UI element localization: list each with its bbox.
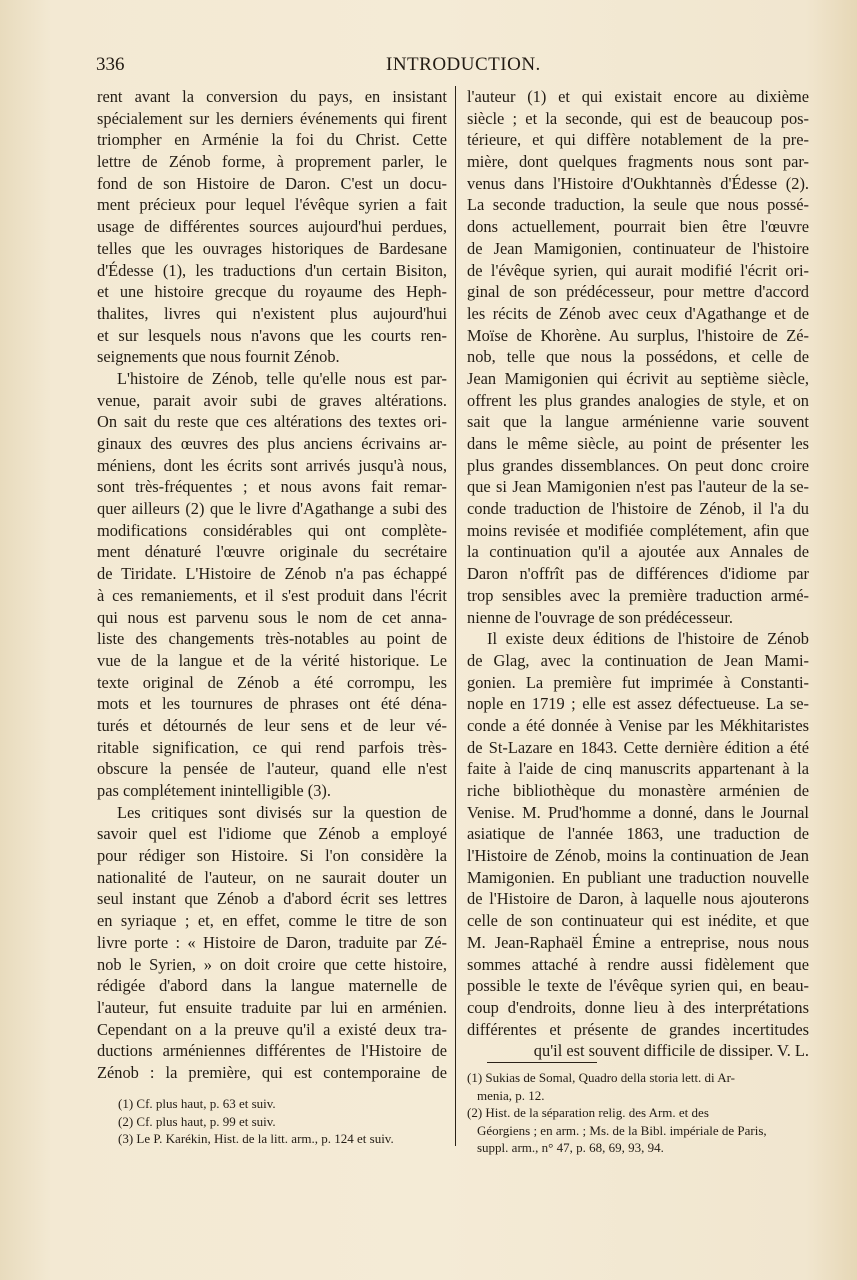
text-line: turés et détournés de leur sens et de leur vé- — [97, 715, 447, 735]
text-line: différentes et présente de grandes incertitudes — [467, 1019, 809, 1039]
text-line: usage de différentes sources aujourd'hui perdues, — [97, 217, 447, 237]
text-line: Cependant on a la preuve qu'il a existé deux tra- — [97, 1019, 447, 1039]
text-line: gonien. La première fut imprimée à Constanti- — [467, 672, 809, 692]
text-line: de l'évêque syrien, qui aurait modifié l'écrit ori- — [467, 260, 809, 280]
text-line: siècle ; et la seconde, qui est de beaucoup pos- — [467, 108, 809, 128]
text-line: qu'il est souvent difficile de dissiper. V. L. — [533, 1041, 809, 1061]
text-line: sont très-fréquentes ; et nous avons fait remar- — [97, 477, 447, 497]
text-line: rent avant la conversion du pays, en insistant — [97, 87, 447, 106]
text-line: et sur lesquels nous n'avons que les courts ren- — [97, 325, 447, 345]
text-line: conde a été donnée à Venise par les Mékhitaristes — [467, 715, 809, 735]
text-line: nationalité de l'auteur, on ne saurait douter un — [97, 867, 447, 887]
text-line: venue, parait avoir subi de graves altérations. — [97, 390, 447, 410]
left-footnotes — [118, 1095, 448, 1148]
text-line: rédigée d'abord dans la langue maternelle de — [97, 976, 447, 996]
text-line: quer ailleurs (2) que le livre d'Agathange a subi des — [97, 499, 447, 519]
left-column — [97, 86, 447, 1084]
text-line: qui nous est parvenu sous le nom de cet anna- — [97, 607, 447, 627]
text-line: seul instant que Zénob a d'abord écrit ses lettres — [97, 889, 447, 909]
text-line: coup d'endroits, donne lieu à des interprétations — [467, 997, 809, 1017]
paragraph-start: Il existe deux éditions de l'histoire de Zénob — [487, 629, 809, 649]
footnote: (1) Cf. plus haut, p. 63 et suiv. — [118, 1096, 276, 1111]
footnote-rule — [487, 1062, 597, 1063]
text-line: nople en 1719 ; elle est assez défectueuse. La se- — [467, 694, 809, 714]
text-line: Jean Mamigonien qui écrivit au septième siècle, — [467, 368, 809, 388]
text-line: l'Histoire de Zénob, moins la continuation de Jean — [467, 846, 809, 866]
text-line: moins revisée et modifiée complétement, afin que — [467, 520, 809, 540]
text-line: plus grandes dissemblances. On peut donc croire — [467, 455, 809, 475]
text-line: ductions arméniennes différentes de l'Histoire de — [97, 1041, 447, 1061]
text-line: de Glag, avec la continuation de Jean Mami- — [467, 650, 809, 670]
text-line: liste des changements très-notables au point de — [97, 629, 447, 649]
paragraph-start: Les critiques sont divisés sur la question de — [117, 802, 447, 822]
text-line: livre porte : « Histoire de Daron, traduite par Zé- — [97, 932, 447, 952]
text-line: venus dans l'Histoire d'Oukhtannès d'Édesse (2). — [467, 173, 809, 193]
text-line: nob le Syrien, » on doit croire que cette histoire, — [97, 954, 447, 974]
text-line: riche bibliothèque du monastère arménien de — [467, 781, 809, 800]
text-line: méniens, dont les écrits sont arrivés jusqu'à nous, — [97, 455, 447, 475]
footnote: menia, p. 12. — [477, 1087, 545, 1103]
text-line: Zénob : la première, qui est contemporaine de — [97, 1062, 447, 1082]
text-line: pas complétement inintelligible (3). — [97, 781, 331, 800]
text-line: modifications considérables qui ont complète- — [97, 520, 447, 540]
text-line: que si Jean Mamigonien n'est pas l'auteur de la se- — [467, 477, 809, 497]
text-line: fond de son Histoire de Daron. C'est un docu- — [97, 173, 447, 193]
text-line: trop sensibles avec la première traduction armé- — [467, 585, 809, 605]
text-line: triompher en Arménie la foi du Christ. Cette — [97, 130, 447, 150]
text-line: en syriaque ; et, en effet, comme le titre de son — [97, 911, 447, 931]
column-divider — [455, 86, 456, 1146]
text-line: Moïse de Khorène. Au surplus, l'histoire de Zé- — [467, 325, 809, 345]
text-line: sommes attaché à rendre aussi fidèlement que — [467, 954, 809, 974]
footnote: (2) Hist. de la séparation relig. des Arm. et des — [467, 1105, 709, 1120]
right-column — [467, 86, 809, 1062]
text-line: offrent les plus grandes analogies de style, et on — [467, 390, 809, 410]
text-line: dans le même siècle, au point de présenter les — [467, 434, 809, 453]
text-line: ginaux des œuvres des plus anciens écrivains ar- — [97, 434, 447, 453]
text-line: lettre de Zénob forme, à proprement parler, le — [97, 152, 447, 172]
text-line: spécialement sur les derniers événements qui firent — [97, 108, 447, 128]
text-line: possible le texte de l'évêque syrien qui, en beau- — [467, 976, 809, 996]
text-line: nienne de l'ouvrage de son prédécesseur. — [467, 607, 734, 627]
text-line: pour rédiger son Histoire. Si l'on considère la — [97, 846, 447, 866]
footnote: (2) Cf. plus haut, p. 99 et suiv. — [118, 1113, 276, 1129]
footnote: (1) Sukias de Somal, Quadro della storia lett. di Ar- — [467, 1070, 735, 1085]
footnote: suppl. arm., n° 47, p. 68, 69, 93, 94. — [477, 1140, 664, 1155]
text-line: les récits de Zénob avec ceux d'Agathange et de — [467, 303, 809, 323]
text-line: à ces remaniements, et il s'est produit dans l'écrit — [97, 585, 447, 605]
text-line: de St-Lazare en 1843. Cette dernière édition a été — [467, 737, 809, 757]
footnote: (3) Le P. Karékin, Hist. de la litt. arm., p. 124 et suiv. — [118, 1131, 394, 1146]
text-line: de l'Histoire de Daron, à laquelle nous ajouterons — [467, 889, 809, 909]
text-line: La seconde traduction, la seule que nous possé- — [467, 195, 809, 215]
text-line: nob, telle que nous la possédons, et celle de — [467, 347, 809, 367]
text-line: de Jean Mamigonien, continuateur de l'histoire — [467, 238, 809, 258]
text-line: faite à l'aide de cinq manuscrits appartenant à la — [467, 759, 809, 779]
text-line: ritable signification, ce qui rend parfois très- — [97, 737, 447, 757]
text-line: mière, dont quelques fragments nous sont par- — [467, 152, 809, 172]
page-header — [96, 52, 797, 80]
text-line: ment précieux pour lequel l'évêque syrien a fait — [97, 195, 447, 215]
text-line: Daron n'offrît pas de différences d'idiome par — [467, 564, 809, 584]
text-line: de Tiridate. L'Histoire de Zénob n'a pas échappé — [97, 564, 447, 584]
page-number: 336 — [96, 54, 125, 75]
text-line: l'auteur (1) et qui existait encore au dixième — [467, 87, 809, 106]
right-footnotes — [467, 1062, 809, 1157]
text-line: celle de son continuateur qui est inédite, et que — [467, 911, 809, 931]
text-line: seignements que nous fournit Zénob. — [97, 347, 340, 367]
text-line: ginal de son prédécesseur, pour mettre d'accord — [467, 282, 809, 302]
text-line: Mamigonien. En publiant une traduction nouvelle — [467, 867, 809, 887]
text-line: conde traduction de l'histoire de Zénob, il l'a du — [467, 499, 809, 519]
text-line: thalites, livres qui n'existent plus aujourd'hui — [97, 303, 447, 323]
text-line: la continuation qu'il a ajoutée aux Annales de — [467, 542, 809, 562]
text-line: l'auteur, fut ensuite traduite par lui en arménien. — [97, 997, 447, 1017]
running-head: INTRODUCTION. — [386, 54, 541, 75]
text-line: ment dénaturé l'œuvre originale du secrétaire — [97, 542, 447, 562]
text-line: vue de la langue et de la vérité historique. Le — [97, 650, 447, 670]
text-line: On sait du reste que ces altérations des textes ori- — [97, 412, 447, 432]
text-line: térieure, et qui diffère notablement de la pre- — [467, 130, 809, 150]
footnote: Géorgiens ; en arm. ; Ms. de la Bibl. impériale de Paris, — [477, 1122, 767, 1138]
paragraph-start: L'histoire de Zénob, telle qu'elle nous est par- — [117, 368, 447, 388]
text-line: et une histoire grecque du royaume des Heph- — [97, 282, 447, 302]
text-line: sait que la langue arménienne varie souvent — [467, 412, 809, 432]
text-line: telles que les ouvrages historiques de Bardesane — [97, 238, 447, 258]
text-line: d'Édesse (1), les traductions d'un certain Bisiton, — [97, 260, 447, 280]
text-line: texte original de Zénob a été corrompu, les — [97, 672, 447, 692]
text-line: asiatique de l'année 1863, une traduction de — [467, 824, 809, 844]
text-line: M. Jean-Raphaël Émine a entreprise, nous nous — [467, 932, 809, 952]
text-line: Venise. M. Prud'homme a donné, dans le Journal — [467, 802, 809, 822]
text-line: dons actuellement, pourrait bien être l'œuvre — [467, 217, 809, 237]
text-line: obscure la pensée de l'auteur, quand elle n'est — [97, 759, 447, 779]
text-line: savoir quel est l'idiome que Zénob a employé — [97, 824, 447, 844]
text-line: mots et les tournures de phrases ont été déna- — [97, 694, 447, 714]
